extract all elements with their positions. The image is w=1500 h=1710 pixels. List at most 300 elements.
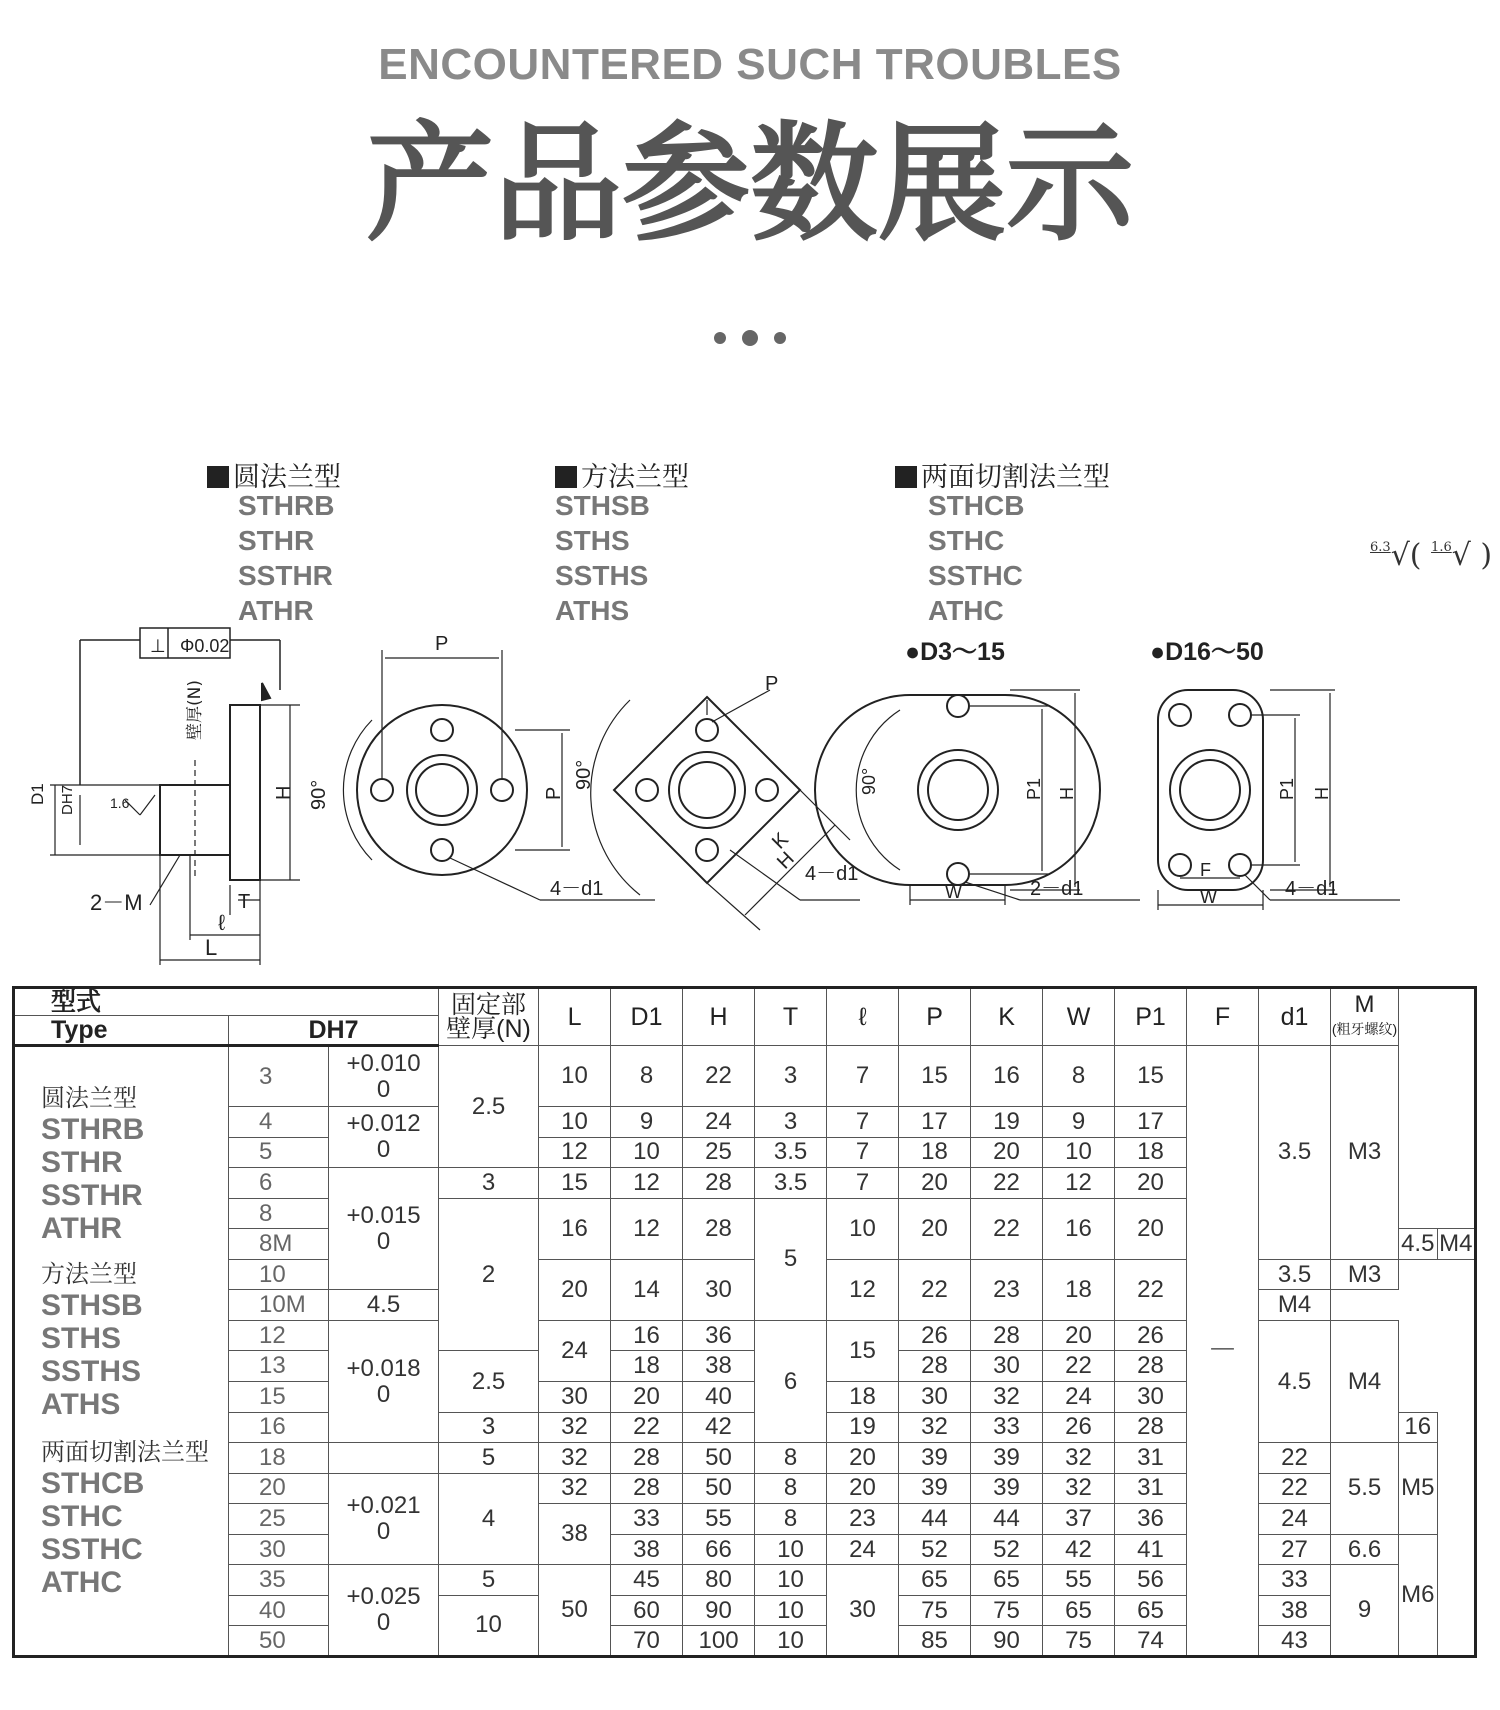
wall-cell: 5 xyxy=(439,1565,539,1596)
model-name: STHSB xyxy=(555,490,650,521)
tol-cell: +0.018 0 xyxy=(329,1320,439,1442)
d-cell: 50 xyxy=(229,1626,329,1657)
l-cell: 30 xyxy=(827,1565,899,1657)
K-cell: 33 xyxy=(971,1412,1043,1443)
W-cell: 75 xyxy=(1043,1626,1115,1657)
D1-cell: 12 xyxy=(611,1168,683,1199)
P1-cell: 65 xyxy=(1115,1595,1187,1626)
P1-cell: 41 xyxy=(1115,1534,1187,1565)
label-F: F xyxy=(1200,860,1211,880)
header-M-text: M xyxy=(1354,991,1375,1018)
l-cell: 10 xyxy=(827,1198,899,1259)
d-cell: 4 xyxy=(229,1107,329,1138)
range-small: ●D3～15 xyxy=(905,638,1005,666)
type-name-en: SSTHR xyxy=(41,1179,143,1212)
dot-icon xyxy=(742,330,758,346)
finish-value: 1.6 xyxy=(110,795,130,811)
W-cell: 8 xyxy=(1043,1046,1115,1107)
header-wall: 固定部 壁厚(N) xyxy=(439,988,539,1046)
spec-table xyxy=(12,986,1477,1658)
type-name-en: SSTHC xyxy=(41,1533,143,1566)
d1-cell: 4.5 xyxy=(329,1290,439,1321)
P-cell: 85 xyxy=(899,1626,971,1657)
wall-cell: 2.5 xyxy=(439,1351,539,1412)
wall-cell: 5 xyxy=(439,1443,539,1474)
d1-cell: 5.5 xyxy=(1331,1443,1399,1535)
label-H: H xyxy=(273,785,295,800)
label-K: K xyxy=(767,828,793,854)
W-cell: 24 xyxy=(1043,1382,1115,1413)
header-l: ℓ xyxy=(827,988,899,1046)
W-cell: 12 xyxy=(1043,1168,1115,1199)
d-cell: 16 xyxy=(229,1412,329,1443)
T-cell: 3.5 xyxy=(755,1168,827,1199)
model-name: SSTHC xyxy=(928,560,1023,591)
type-name-en: STHC xyxy=(41,1500,123,1533)
T-cell: 8 xyxy=(755,1443,827,1474)
H-cell: 55 xyxy=(683,1504,755,1535)
header-F: F xyxy=(1187,988,1259,1046)
wall-cell: 3 xyxy=(439,1412,539,1443)
model-list-round xyxy=(238,488,334,628)
K-cell: 39 xyxy=(971,1443,1043,1474)
header-P: P xyxy=(899,988,971,1046)
W-cell: 22 xyxy=(1043,1351,1115,1382)
header-d1: d1 xyxy=(1259,988,1331,1046)
type-name-en: STHS xyxy=(41,1322,122,1355)
K-cell: 75 xyxy=(971,1595,1043,1626)
model-name: SSTHS xyxy=(555,560,649,591)
H-cell: 38 xyxy=(683,1351,755,1382)
K-cell: 28 xyxy=(971,1320,1043,1351)
P-cell: 65 xyxy=(899,1565,971,1596)
d-cell: 30 xyxy=(229,1534,329,1565)
type-name-en: STHSB xyxy=(41,1289,143,1322)
M-cell: M4 xyxy=(1331,1320,1399,1442)
D1-cell: 60 xyxy=(611,1595,683,1626)
model-name: ATHS xyxy=(555,595,630,626)
variant-title-text: 方法兰型 xyxy=(581,462,689,493)
type-name-en: STHR xyxy=(41,1146,123,1179)
decorative-dots xyxy=(0,330,1500,346)
header-M xyxy=(1331,988,1399,1046)
header-M-sub: (粗牙螺纹) xyxy=(1331,1021,1398,1037)
header-T: T xyxy=(755,988,827,1046)
label-P-round-v: P xyxy=(543,786,565,800)
P1-cell: 26 xyxy=(1115,1320,1187,1351)
type-name-cn: 圆法兰型 xyxy=(41,1084,137,1112)
wall-cell: 2.5 xyxy=(439,1046,539,1168)
H-cell: 50 xyxy=(683,1473,755,1504)
flatness-tolerance: Φ0.02 xyxy=(180,636,230,656)
d-cell: 25 xyxy=(229,1504,329,1535)
M-cell: M4 xyxy=(1437,1229,1475,1260)
T-cell: 8 xyxy=(755,1473,827,1504)
d1-cell: 9 xyxy=(1331,1565,1399,1657)
F-cell: 22 xyxy=(1259,1473,1331,1504)
type-name-en: STHRB xyxy=(41,1113,145,1146)
P-cell: 28 xyxy=(899,1351,971,1382)
type-name-en: SSTHS xyxy=(41,1355,142,1388)
W-cell: 9 xyxy=(1043,1107,1115,1138)
K-cell: 44 xyxy=(971,1504,1043,1535)
H-cell: 66 xyxy=(683,1534,755,1565)
P-cell: 75 xyxy=(899,1595,971,1626)
D1-cell: 9 xyxy=(611,1107,683,1138)
K-cell: 22 xyxy=(971,1168,1043,1199)
wall-cell: 10 xyxy=(439,1595,539,1656)
d-cell: 6 xyxy=(229,1168,329,1199)
d-cell: 10 xyxy=(229,1259,329,1290)
L-cell: 38 xyxy=(539,1504,611,1565)
roughness-value: 1.6 xyxy=(1431,540,1452,555)
L-cell: 30 xyxy=(539,1382,611,1413)
label-2M: 2－M xyxy=(90,890,143,915)
T-cell: 10 xyxy=(755,1626,827,1657)
H-cell: 42 xyxy=(683,1412,755,1443)
L-cell: 12 xyxy=(539,1137,611,1168)
type-name-en: ATHC xyxy=(41,1566,123,1599)
d-cell: 5 xyxy=(229,1137,329,1168)
P1-cell: 15 xyxy=(1115,1046,1187,1107)
tol-cell: +0.025 0 xyxy=(329,1565,439,1657)
W-cell: 16 xyxy=(1043,1198,1115,1259)
P-cell: 17 xyxy=(899,1107,971,1138)
label-T: T xyxy=(238,891,251,913)
type-name-cn: 两面切割法兰型 xyxy=(41,1438,209,1466)
K-cell: 22 xyxy=(971,1198,1043,1259)
P1-cell: 20 xyxy=(1115,1198,1187,1259)
D1-cell: 20 xyxy=(611,1382,683,1413)
l-cell: 7 xyxy=(827,1168,899,1199)
type-name-en: ATHS xyxy=(41,1388,121,1421)
D1-cell: 22 xyxy=(611,1412,683,1443)
P1-cell: 36 xyxy=(1115,1504,1187,1535)
d1-cell: 6.6 xyxy=(1331,1534,1399,1565)
tol-cell: +0.012 0 xyxy=(329,1107,439,1168)
label-H-square: H xyxy=(772,847,799,874)
H-cell: 40 xyxy=(683,1382,755,1413)
F-cell: 43 xyxy=(1259,1626,1331,1657)
type-name-en: STHCB xyxy=(41,1467,145,1500)
D1-cell: 12 xyxy=(611,1198,683,1259)
l-cell: 15 xyxy=(827,1320,899,1381)
D1-cell: 70 xyxy=(611,1626,683,1657)
header-L: L xyxy=(539,988,611,1046)
label-W-small: W xyxy=(945,882,962,902)
label-D1: D1 xyxy=(28,783,47,805)
L-cell: 32 xyxy=(539,1473,611,1504)
T-cell: 6 xyxy=(755,1320,827,1442)
model-name: ATHR xyxy=(238,595,314,626)
l-cell: 7 xyxy=(827,1137,899,1168)
W-cell: 10 xyxy=(1043,1137,1115,1168)
d-cell: 18 xyxy=(229,1443,329,1474)
header-D1: D1 xyxy=(611,988,683,1046)
label-P1-small: P1 xyxy=(1024,777,1044,800)
T-cell: 8 xyxy=(755,1504,827,1535)
english-heading: ENCOUNTERED SUCH TROUBLES xyxy=(378,40,1122,89)
K-cell: 19 xyxy=(971,1107,1043,1138)
P-cell: 39 xyxy=(899,1473,971,1504)
variant-title-text: 圆法兰型 xyxy=(233,462,341,493)
model-name: STHR xyxy=(238,525,315,556)
D1-cell: 28 xyxy=(611,1473,683,1504)
label-2d1: 2－d1 xyxy=(1030,878,1084,900)
d-cell: 13 xyxy=(229,1351,329,1382)
L-cell: 15 xyxy=(539,1168,611,1199)
L-cell: 20 xyxy=(539,1259,611,1320)
P1-cell: 31 xyxy=(1115,1443,1187,1474)
K-cell: 39 xyxy=(971,1473,1043,1504)
T-cell: 3 xyxy=(755,1107,827,1138)
round-flange-drawing xyxy=(343,650,655,900)
model-name: STHCB xyxy=(928,490,1025,521)
label-90-cut: 90° xyxy=(859,767,879,795)
surface-roughness-symbol: $^{6.3}$√( $^{1.6}$√ ) xyxy=(1370,538,1493,573)
P-cell: 15 xyxy=(899,1046,971,1107)
F-cell: 33 xyxy=(1259,1565,1331,1596)
d1-cell: 4.5 xyxy=(1259,1320,1331,1442)
H-cell: 25 xyxy=(683,1137,755,1168)
tol-cell-empty xyxy=(329,1443,439,1474)
H-cell: 100 xyxy=(683,1626,755,1657)
d-cell: 35 xyxy=(229,1565,329,1596)
d1-cell: 3.5 xyxy=(1259,1046,1331,1260)
P1-cell: 28 xyxy=(1115,1351,1187,1382)
L-cell: 10 xyxy=(539,1046,611,1107)
header-H: H xyxy=(683,988,755,1046)
K-cell: 30 xyxy=(971,1351,1043,1382)
M-cell: M6 xyxy=(1399,1534,1437,1656)
d-cell: 40 xyxy=(229,1595,329,1626)
l-cell: 18 xyxy=(827,1382,899,1413)
H-cell: 28 xyxy=(683,1198,755,1259)
K-cell: 90 xyxy=(971,1626,1043,1657)
F-cell: － xyxy=(1187,1046,1259,1657)
W-cell: 42 xyxy=(1043,1534,1115,1565)
l-cell: 24 xyxy=(827,1534,899,1565)
wall-label: 壁厚(N) xyxy=(185,680,205,740)
W-cell: 37 xyxy=(1043,1504,1115,1535)
d-cell: 8M xyxy=(229,1229,329,1260)
header-K: K xyxy=(971,988,1043,1046)
label-4d1-square: 4－d1 xyxy=(805,863,859,885)
T-cell: 10 xyxy=(755,1595,827,1626)
dot-icon xyxy=(714,332,726,344)
type-name-cn: 方法兰型 xyxy=(41,1260,137,1288)
D1-cell: 14 xyxy=(611,1259,683,1320)
F-cell: 27 xyxy=(1259,1534,1331,1565)
H-cell: 36 xyxy=(683,1320,755,1351)
F-cell: 38 xyxy=(1259,1595,1331,1626)
header-P1: P1 xyxy=(1115,988,1187,1046)
H-cell: 50 xyxy=(683,1443,755,1474)
type-names xyxy=(14,1046,229,1657)
L-cell: 10 xyxy=(539,1107,611,1138)
W-cell: 32 xyxy=(1043,1443,1115,1474)
tol-cell: +0.010 0 xyxy=(329,1046,439,1107)
K-cell: 20 xyxy=(971,1137,1043,1168)
W-cell: 32 xyxy=(1043,1473,1115,1504)
D1-cell: 28 xyxy=(611,1443,683,1474)
P-cell: 22 xyxy=(899,1259,971,1320)
roughness-value: 6.3 xyxy=(1370,540,1391,555)
l-cell: 20 xyxy=(827,1473,899,1504)
W-cell: 65 xyxy=(1043,1595,1115,1626)
K-cell: 52 xyxy=(971,1534,1043,1565)
L-cell: 32 xyxy=(539,1443,611,1474)
T-cell: 10 xyxy=(755,1565,827,1596)
square-flange-drawing xyxy=(591,690,860,930)
M-cell: M5 xyxy=(1399,1443,1437,1535)
D1-cell: 33 xyxy=(611,1504,683,1535)
label-H-small: H xyxy=(1057,787,1077,800)
P-cell: 26 xyxy=(899,1320,971,1351)
T-cell: 3 xyxy=(755,1046,827,1107)
P-cell: 44 xyxy=(899,1504,971,1535)
W-cell: 20 xyxy=(1043,1320,1115,1351)
l-cell: 23 xyxy=(827,1504,899,1535)
cut-flange-small-drawing xyxy=(815,690,1140,905)
l-cell: 12 xyxy=(827,1259,899,1320)
side-view-drawing xyxy=(50,628,300,965)
d-cell: 10M xyxy=(229,1290,329,1321)
type-name-en: ATHR xyxy=(41,1212,123,1245)
wall-cell: 2 xyxy=(439,1198,539,1351)
F-cell: 24 xyxy=(1259,1504,1331,1535)
T-cell: 3.5 xyxy=(755,1137,827,1168)
d-cell: 3 xyxy=(229,1046,329,1107)
tol-cell: +0.015 0 xyxy=(329,1168,439,1290)
wall-cell: 3 xyxy=(439,1168,539,1199)
label-P1-large: P1 xyxy=(1277,777,1297,800)
tol-cell: +0.021 0 xyxy=(329,1473,439,1565)
l-cell: 19 xyxy=(827,1412,899,1443)
T-cell: 5 xyxy=(755,1198,827,1320)
H-cell: 30 xyxy=(683,1259,755,1320)
F-cell: 16 xyxy=(1399,1412,1437,1443)
label-l: ℓ xyxy=(218,910,226,935)
M-cell: M3 xyxy=(1331,1259,1399,1290)
W-cell: 26 xyxy=(1043,1412,1115,1443)
label-4d1-round: 4－d1 xyxy=(550,878,604,900)
P1-cell: 30 xyxy=(1115,1382,1187,1413)
W-cell: 55 xyxy=(1043,1565,1115,1596)
header-dh7: DH7 xyxy=(229,1016,439,1046)
d-cell: 20 xyxy=(229,1473,329,1504)
model-name: STHS xyxy=(555,525,630,556)
label-DH7: DH7 xyxy=(59,784,76,815)
d1-cell: 4.5 xyxy=(1399,1229,1437,1260)
L-cell: 50 xyxy=(539,1565,611,1657)
perpendicular-icon: ⊥ xyxy=(150,636,166,656)
M-cell: M4 xyxy=(1259,1290,1331,1321)
label-H-large: H xyxy=(1312,787,1332,800)
d-cell: 12 xyxy=(229,1320,329,1351)
P-cell: 52 xyxy=(899,1534,971,1565)
square-bullet-icon xyxy=(207,466,229,488)
H-cell: 22 xyxy=(683,1046,755,1107)
P-cell: 18 xyxy=(899,1137,971,1168)
model-list-cut xyxy=(928,488,1024,628)
H-cell: 80 xyxy=(683,1565,755,1596)
wall-cell: 4 xyxy=(439,1473,539,1565)
K-cell: 16 xyxy=(971,1046,1043,1107)
model-name: ATHC xyxy=(928,595,1004,626)
model-name: STHC xyxy=(928,525,1005,556)
W-cell: 18 xyxy=(1043,1259,1115,1320)
K-cell: 32 xyxy=(971,1382,1043,1413)
F-cell: 22 xyxy=(1259,1443,1331,1474)
K-cell: 65 xyxy=(971,1565,1043,1596)
label-4d1-cut: 4－d1 xyxy=(1285,878,1339,900)
label-P-round: P xyxy=(435,633,449,655)
l-cell: 20 xyxy=(827,1443,899,1474)
P-cell: 39 xyxy=(899,1443,971,1474)
H-cell: 28 xyxy=(683,1168,755,1199)
label-P-square: P xyxy=(765,673,779,695)
square-bullet-icon xyxy=(895,466,917,488)
header-type-cn: 型式 xyxy=(14,988,439,1016)
K-cell: 23 xyxy=(971,1259,1043,1320)
T-cell: 10 xyxy=(755,1534,827,1565)
variant-title-text: 两面切割法兰型 xyxy=(921,462,1110,493)
P1-cell: 17 xyxy=(1115,1107,1187,1138)
H-cell: 24 xyxy=(683,1107,755,1138)
chinese-heading: 产品参数展示 xyxy=(365,110,1134,259)
l-cell: 7 xyxy=(827,1107,899,1138)
D1-cell: 16 xyxy=(611,1320,683,1351)
L-cell: 16 xyxy=(539,1198,611,1259)
P-cell: 32 xyxy=(899,1412,971,1443)
model-name: SSTHR xyxy=(238,560,333,591)
label-90-round: 90° xyxy=(308,779,330,810)
D1-cell: 38 xyxy=(611,1534,683,1565)
P1-cell: 18 xyxy=(1115,1137,1187,1168)
P-cell: 20 xyxy=(899,1198,971,1259)
P-cell: 30 xyxy=(899,1382,971,1413)
D1-cell: 8 xyxy=(611,1046,683,1107)
l-cell: 7 xyxy=(827,1046,899,1107)
d-cell: 8 xyxy=(229,1198,329,1229)
dot-icon xyxy=(774,332,786,344)
L-cell: 24 xyxy=(539,1320,611,1381)
technical-drawings xyxy=(0,620,1500,965)
H-cell: 90 xyxy=(683,1595,755,1626)
D1-cell: 18 xyxy=(611,1351,683,1382)
d-cell: 15 xyxy=(229,1382,329,1413)
P1-cell: 22 xyxy=(1115,1259,1187,1320)
P-cell: 20 xyxy=(899,1168,971,1199)
d1-cell: 3.5 xyxy=(1259,1259,1331,1290)
label-90-square: 90° xyxy=(573,759,595,790)
header-W: W xyxy=(1043,988,1115,1046)
P1-cell: 56 xyxy=(1115,1565,1187,1596)
P1-cell: 28 xyxy=(1115,1412,1187,1443)
model-list-square xyxy=(555,488,650,628)
P1-cell: 31 xyxy=(1115,1473,1187,1504)
D1-cell: 45 xyxy=(611,1565,683,1596)
header-type-en: Type xyxy=(14,1016,229,1046)
model-name: STHRB xyxy=(238,490,335,521)
P1-cell: 20 xyxy=(1115,1168,1187,1199)
square-bullet-icon xyxy=(555,466,577,488)
label-L: L xyxy=(205,935,218,960)
range-large: ●D16～50 xyxy=(1150,638,1264,666)
P1-cell: 74 xyxy=(1115,1626,1187,1657)
L-cell: 32 xyxy=(539,1412,611,1443)
